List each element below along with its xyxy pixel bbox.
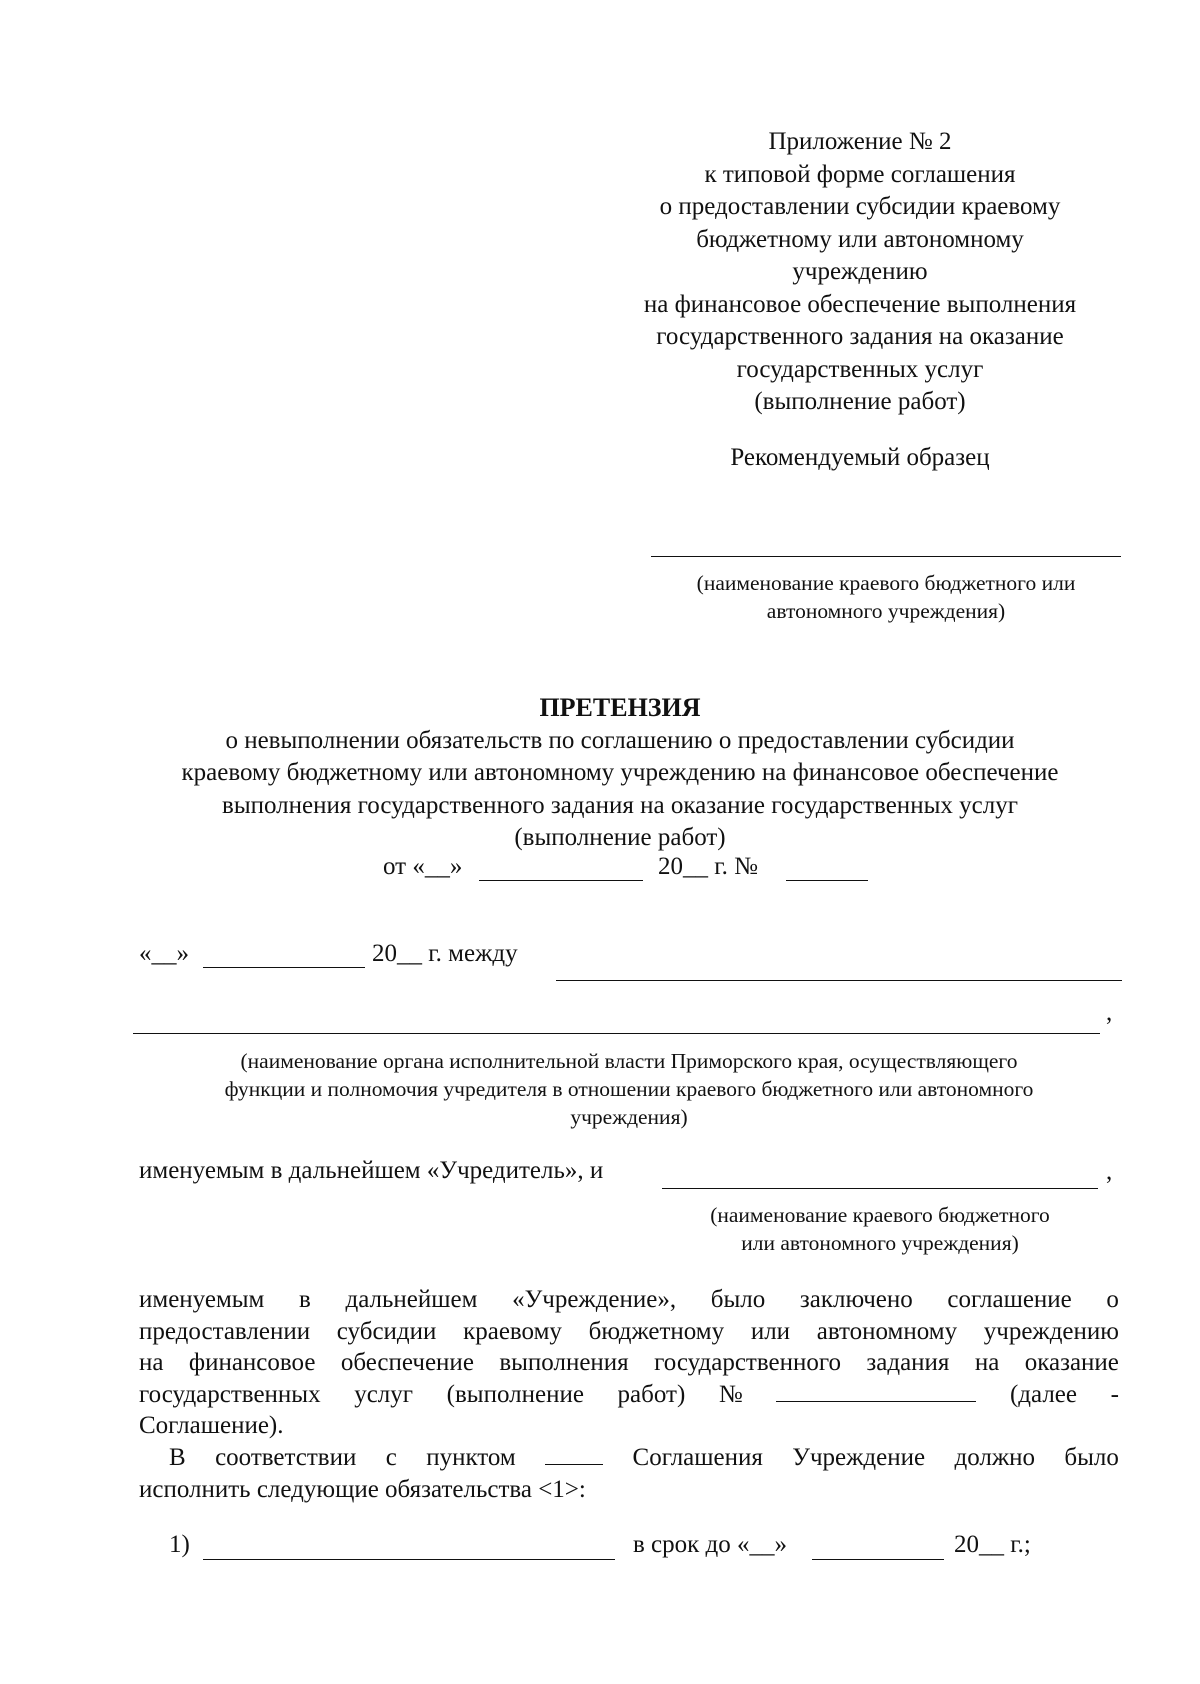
paragraph-line: В соответствии с пунктом Соглашения Учреждение должно было xyxy=(169,1444,1119,1471)
caption-line: учреждения) xyxy=(570,1105,688,1129)
agreement-paragraph xyxy=(139,1284,1119,1442)
appendix-header xyxy=(580,126,1140,419)
subtitle-line: выполнения государственного задания на оказание государственных услуг xyxy=(222,791,1018,819)
caption-line: (наименование краевого бюджетного или xyxy=(696,571,1076,595)
caption-line: или автономного учреждения) xyxy=(741,1231,1019,1255)
institution-comma: , xyxy=(1106,1158,1113,1185)
founder-comma: , xyxy=(1106,999,1113,1026)
sample-label: Рекомендуемый образец xyxy=(730,444,990,471)
caption-line: функции и полномочия учредителя в отношении краевого бюджетного или автономного xyxy=(224,1077,1034,1101)
between-date-quote: «__» xyxy=(139,940,189,967)
appendix-line: Приложение № 2 xyxy=(768,128,952,155)
paragraph-line: Соглашение). xyxy=(139,1412,284,1439)
founder-caption xyxy=(139,1047,1119,1131)
founder-name-blank-1[interactable] xyxy=(556,980,1122,981)
paragraph-line: на финансовое обеспечение выполнения государственного задания на оказание xyxy=(139,1349,1119,1376)
claim-date-prefix: от «__» xyxy=(383,853,469,880)
institution-name-blank[interactable] xyxy=(662,1188,1098,1189)
appendix-line: на финансовое обеспечение выполнения xyxy=(643,290,1077,318)
obligation-deadline-text: в срок до «__» xyxy=(633,1531,788,1558)
claim-date-year: 20__ г. № xyxy=(658,853,759,880)
appendix-line: государственного задания на оказание xyxy=(656,323,1064,350)
obligation-year-text: 20__ г.; xyxy=(954,1531,1031,1558)
clause-number-blank[interactable] xyxy=(545,1442,603,1465)
appendix-line: бюджетному или автономному xyxy=(696,225,1024,253)
caption-line: (наименование органа исполнительной власти Приморского края, осуществляющего xyxy=(240,1049,1018,1073)
appendix-line: учреждению xyxy=(792,258,928,285)
subtitle-line: краевому бюджетному или автономному учреждению на финансовое обеспечение xyxy=(181,759,1059,786)
caption-line: автономного учреждения) xyxy=(766,599,1006,623)
obligation-description-blank[interactable] xyxy=(203,1559,615,1560)
claim-month-blank[interactable] xyxy=(479,880,643,881)
institution-caption xyxy=(662,1201,1098,1257)
paragraph-line: исполнить следующие обязательства <1>: xyxy=(139,1475,586,1503)
claim-heading: ПРЕТЕНЗИЯ xyxy=(539,693,701,722)
compliance-paragraph xyxy=(139,1442,1119,1505)
paragraph-line: государственных услуг (выполнение работ) № (далее - xyxy=(139,1380,1119,1408)
appendix-line: (выполнение работ) xyxy=(754,388,966,415)
recipient-caption xyxy=(651,569,1121,625)
founder-named-text: именуемым в дальнейшем «Учредитель», и xyxy=(139,1157,604,1184)
appendix-line: о предоставлении субсидии краевому xyxy=(659,193,1061,220)
claim-title xyxy=(120,692,1120,855)
paragraph-line: именуемым в дальнейшем «Учреждение», было заключено соглашение о xyxy=(139,1286,1119,1313)
founder-name-blank-2[interactable] xyxy=(133,1033,1100,1034)
recipient-name-blank[interactable] xyxy=(651,556,1121,557)
subtitle-line: о невыполнении обязательств по соглашению о предоставлении субсидии xyxy=(225,726,1015,754)
between-year-text: 20__ г. между xyxy=(372,940,518,967)
between-month-blank[interactable] xyxy=(203,967,365,968)
agreement-number-blank[interactable] xyxy=(776,1379,976,1402)
caption-line: (наименование краевого бюджетного xyxy=(710,1203,1050,1227)
paragraph-line: предоставлении субсидии краевому бюджетному или автономному учреждению xyxy=(139,1317,1119,1345)
subtitle-line: (выполнение работ) xyxy=(514,824,726,851)
obligation-number: 1) xyxy=(169,1531,190,1558)
appendix-line: государственных услуг xyxy=(736,355,984,383)
appendix-line: к типовой форме соглашения xyxy=(704,160,1016,188)
claim-number-blank[interactable] xyxy=(786,880,868,881)
obligation-month-blank[interactable] xyxy=(812,1559,944,1560)
